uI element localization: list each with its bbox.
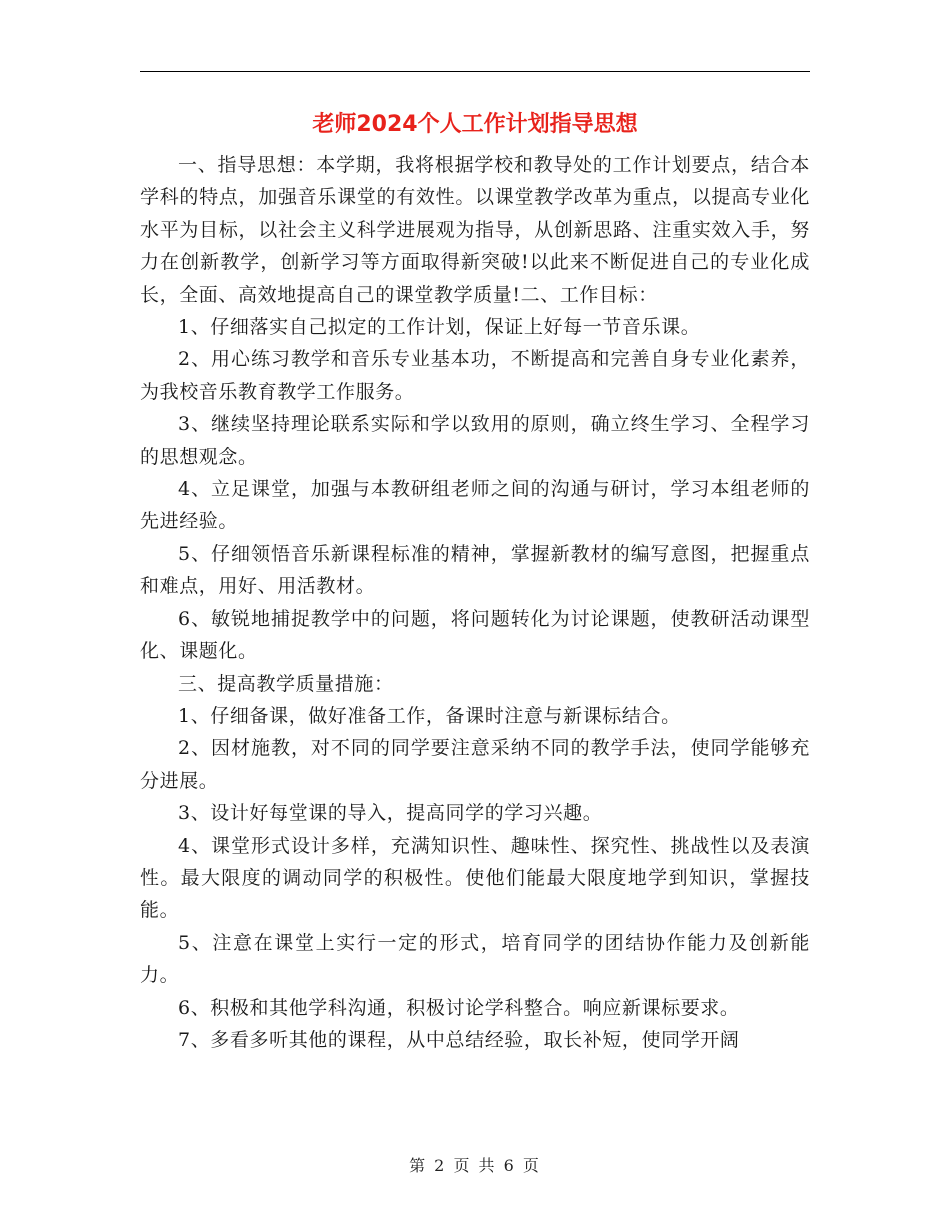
paragraph-goal-6: 6、敏锐地捕捉教学中的问题，将问题转化为讨论课题，使教研活动课型化、课题化。 <box>140 607 810 663</box>
paragraph-goal-4: 4、立足课堂，加强与本教研组老师之间的沟通与研讨，学习本组老师的先进经验。 <box>140 478 810 533</box>
paragraph-measure-7: 7、多看多听其他的课程，从中总结经验，取长补短，使同学开阔 <box>178 1028 740 1051</box>
document-title: 老师2024个人工作计划指导思想 <box>312 112 638 137</box>
section-heading-measures: 三、提高教学质量措施： <box>178 672 394 695</box>
paragraph-guiding-ideology: 一、指导思想：本学期，我将根据学校和教导处的工作计划要点，结合本学科的特点，加强音乐课堂的有效性。以课堂教学改革为重点，以提高专业化水平为目标，以社会主义科学进展观为指导，从创新思路、注重实效入手，努力在创新教学，创新学习等方面取得新突破!以此来不断促进自己的专业化成长，全面、高效地提高自己的课堂教学质量!二、工作目标： <box>140 154 810 306</box>
paragraph-measure-1: 1、仔细备课，做好准备工作，备课时注意与新课标结合。 <box>178 704 681 727</box>
paragraph-goal-5: 5、仔细领悟音乐新课程标准的精神，掌握新教材的编写意图，把握重点和难点，用好、用活教材。 <box>140 542 810 598</box>
document-body <box>140 149 810 1056</box>
paragraph-goal-1: 1、仔细落实自己拟定的工作计划，保证上好每一节音乐课。 <box>178 316 701 339</box>
paragraph-goal-3: 3、继续坚持理论联系实际和学以致用的原则，确立终生学习、全程学习的思想观念。 <box>140 413 810 468</box>
paragraph-measure-5: 5、注意在课堂上实行一定的形式，培育同学的团结协作能力及创新能力。 <box>140 931 810 987</box>
paragraph-measure-3: 3、设计好每堂课的导入，提高同学的学习兴趣。 <box>178 802 603 825</box>
page-number-footer: 第 2 页 共 6 页 <box>409 1156 541 1175</box>
paragraph-measure-2: 2、因材施教，对不同的同学要注意采纳不同的教学手法，使同学能够充分进展。 <box>140 737 810 792</box>
paragraph-measure-6: 6、积极和其他学科沟通，积极讨论学科整合。响应新课标要求。 <box>178 996 740 1019</box>
paragraph-goal-2: 2、用心练习教学和音乐专业基本功，不断提高和完善自身专业化素养，为我校音乐教育教学工作服务。 <box>140 348 810 403</box>
header-rule <box>140 71 810 72</box>
paragraph-measure-4: 4、课堂形式设计多样，充满知识性、趣味性、探究性、挑战性以及表演性。最大限度的调动同学的积极性。使他们能最大限度地学到知识，掌握技能。 <box>140 834 810 922</box>
